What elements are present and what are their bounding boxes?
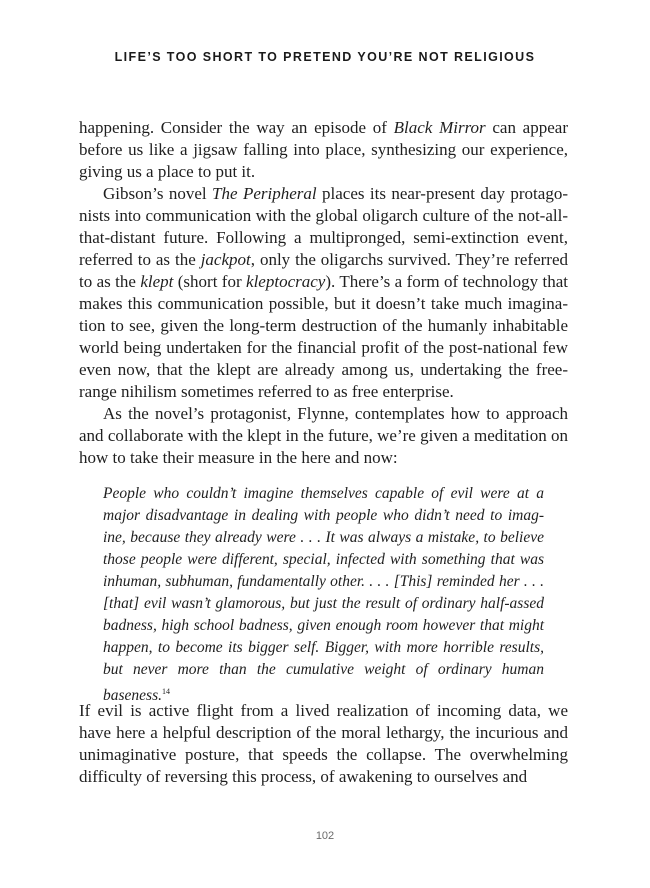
paragraph-2 (79, 183, 568, 403)
paragraph-1 (79, 117, 568, 183)
paragraph-3: As the novel’s protagonist, Flynne, contemplates how to approach and collaborate with the klept in the future, we’re given a meditation on how to take their measure in the here and now: (79, 404, 568, 467)
italic-term: jackpot (200, 250, 251, 269)
body-text-top (79, 117, 568, 469)
text-run: places its near-present day protagonists into communication with the global oligarch culture of the not-all-that-distant future. Following a multipronged, semi-extinction event, referred to as the (79, 184, 568, 269)
block-quote (103, 483, 544, 707)
text-run: ). There’s a form of technology that makes this communication possible, but it doesn’t take much imagination to see, given the long-term destruction of the humanly inhabitable world being undertaken for the financial profit of the post-national few even now, that the klept are already among us, undertaking the free-range nihilism sometimes referred to as free enterprise. (79, 272, 569, 401)
paragraph-4: If evil is active flight from a lived realization of incoming data, we have here a helpful description of the moral lethargy, the incurious and unimaginative posture, that speeds the collapse. The overwhelming difficulty of reversing this process, of awakening to ourselves and (79, 701, 568, 786)
italic-title: Black Mirror (393, 118, 486, 137)
running-head: LIFE’S TOO SHORT TO PRETEND YOU’RE NOT RELIGIOUS (114, 50, 536, 64)
italic-term: kleptocracy (246, 272, 326, 291)
body-text-bottom (79, 700, 568, 788)
page-number: 102 (315, 830, 335, 842)
italic-term: klept (140, 272, 174, 291)
quote-text: People who couldn’t imagine themselves capable of evil were at a major disadvantage in dealing with people who didn’t need to imagine, because they already were . . . It was always a mistake, to believe those people were different, special, infected with something that was inhuman, subhuman, fundamentally other. . . . [This] reminded her . . . [that] evil wasn’t glamorous, but just the result of ordinary half-assed badness, high school badness, given enough room however that might happen, to become its bigger self. Bigger, with more horrible results, but never more than the cumulative weight of ordinary human baseness. (103, 485, 544, 704)
text-run: , only the oligarchs survived. They’re referred to as the (79, 250, 569, 291)
quote-paragraph (103, 483, 544, 707)
italic-title: The Peripheral (212, 184, 317, 203)
text-run: can appear before us like a jigsaw falling into place, synthesizing our experience, giving us a place to put it. (79, 118, 568, 181)
footnote-marker: 14 (161, 687, 170, 696)
text-run: Gibson’s novel (103, 184, 213, 203)
text-run: happening. Consider the way an episode of (79, 118, 394, 137)
text-run: (short for (173, 272, 247, 291)
